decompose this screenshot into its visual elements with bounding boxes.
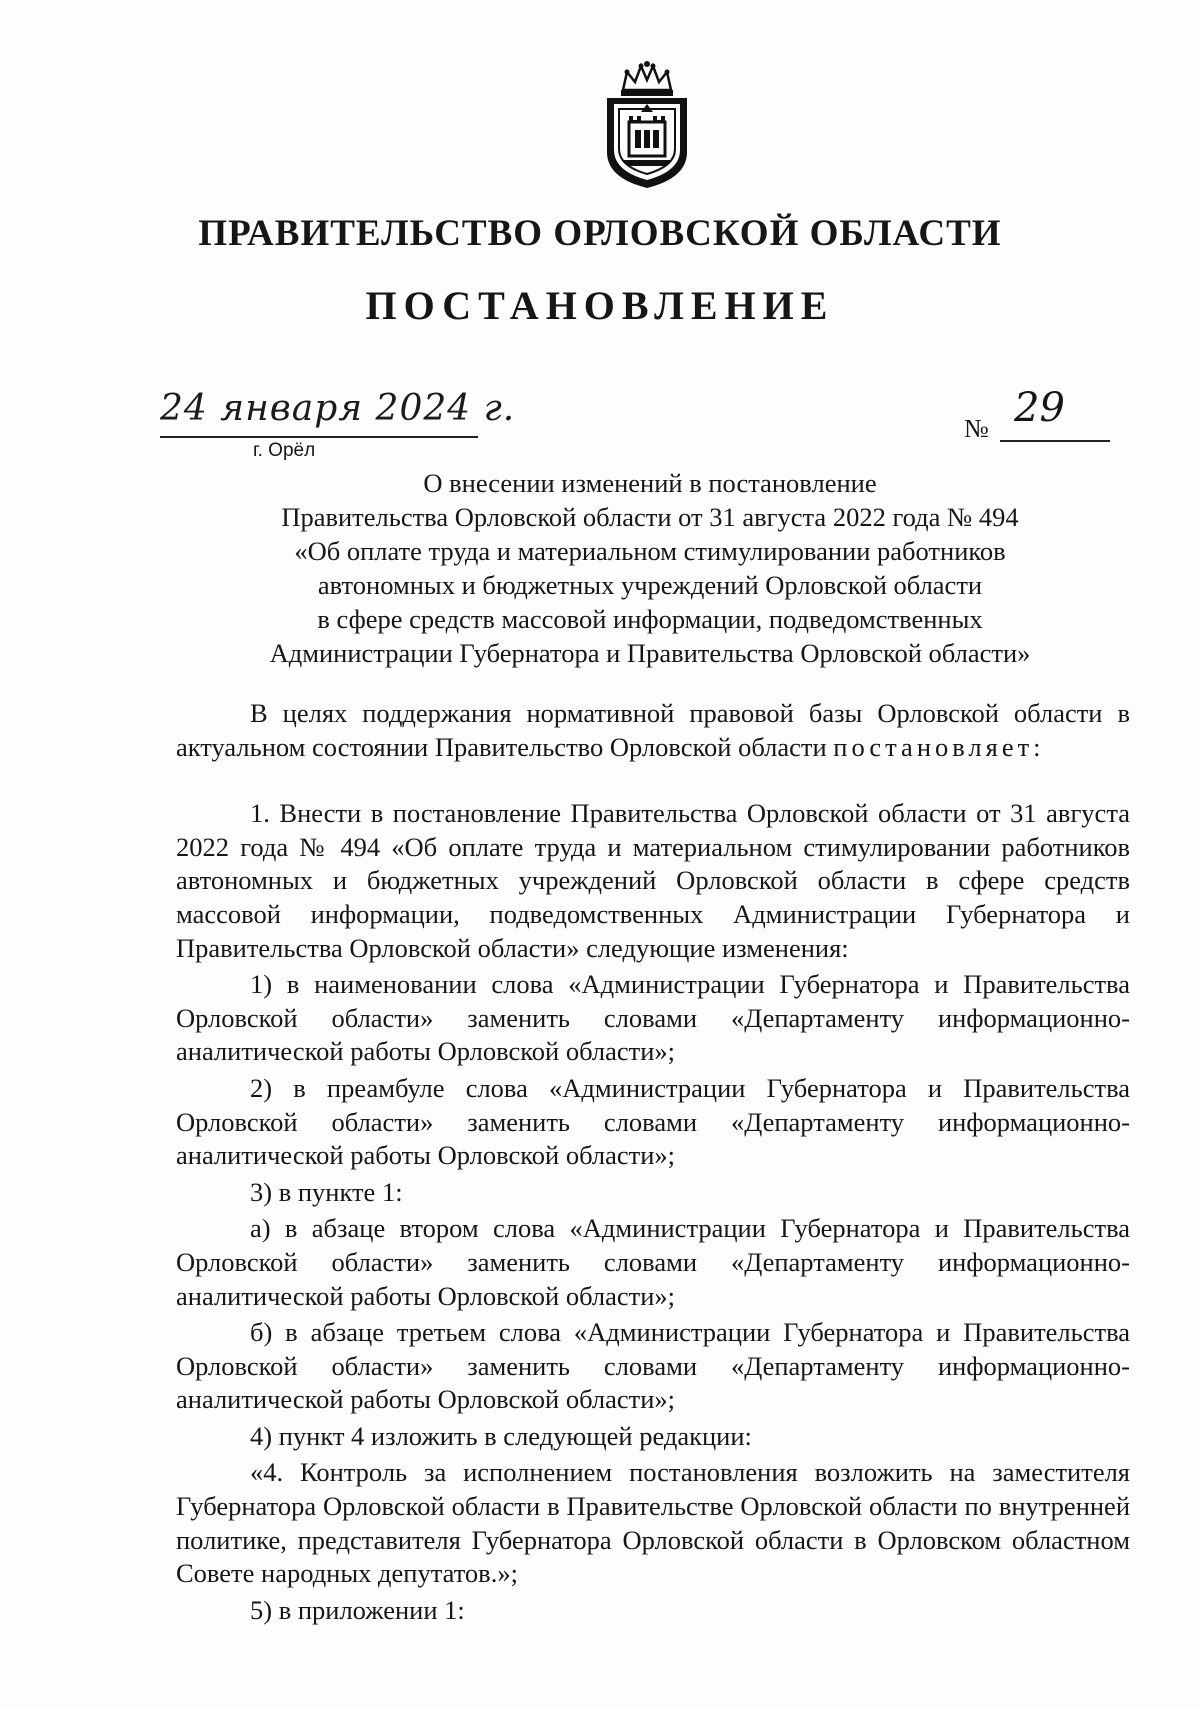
subject-line: О внесении изменений в постановление [423,468,877,498]
clause-paragraph: 2) в преамбуле слова «Администрации Губернатора и Правительства Орловской области» заменить словами «Департаменту информационно-аналитической работы Орловской области»; [176,1072,1130,1171]
clause-paragraph: 3) в пункте 1: [250,1176,403,1207]
subject-line: Администрации Губернатора и Правительства Орловской области» [269,638,1031,668]
number-sign: № [964,414,989,443]
clause-paragraph: 1) в наименовании слова «Администрации Губернатора и Правительства Орловской области» заменить словами «Департаменту информационно-аналитической работы Орловской области»; [176,969,1130,1067]
number-underline [1000,440,1110,442]
preamble-verb: постановляет: [833,731,1045,762]
handwritten-document-number: 29 [1014,385,1065,431]
subject-block [180,466,1120,670]
subject-line: Правительства Орловской области от 31 августа 2022 года № 494 [281,502,1019,532]
subject-line: «Об оплате труда и материальном стимулировании работников [294,536,1006,566]
subject-line: в сфере средств массовой информации, подведомственных [317,604,983,634]
clause-paragraph: 5) в приложении 1: [250,1594,465,1625]
coat-of-arms-emblem [601,60,693,190]
clause-paragraph: 1. Внести в постановление Правительства Орловской области от 31 августа 2022 года № 494 «Об оплате труда и материальном стимулировании работников автономных и бюджетных учреждений Орловской области в сфере средств массовой информации, подведомственных Администрации Губернатора и Правительства Орловской области» следующие изменения: [176,798,1130,963]
preamble-paragraph [176,697,1130,764]
clause-paragraph: 4) пункт 4 изложить в следующей редакции: [250,1420,752,1451]
subject-line: автономных и бюджетных учреждений Орловской области [317,570,983,600]
date-underline [160,436,478,438]
handwritten-date: 24 января 2024 г. [160,388,516,429]
clause-paragraph: б) в абзаце третьем слова «Администрации Губернатора и Правительства Орловской области» заменить словами «Департаменту информационно-аналитической работы Орловской области»; [176,1317,1130,1415]
preamble-text: В целях поддержания нормативной правовой базы Орловской области в актуальном состоянии Правительство Орловской области [176,698,1130,762]
document-body [176,697,1130,1627]
document-type-heading: ПОСТАНОВЛЕНИЕ [365,283,835,328]
organization-title: ПРАВИТЕЛЬСТВО ОРЛОВСКОЙ ОБЛАСТИ [198,213,1002,254]
city-label: г. Орёл [253,440,316,461]
clause-paragraph: «4. Контроль за исполнением постановления возложить на заместителя Губернатора Орловской области в Правительстве Орловской области по внутренней политике, представителя Губернатора Орловской области в Орловском областном Совете народных депутатов.»; [176,1457,1130,1589]
clause-paragraph: а) в абзаце втором слова «Администрации Губернатора и Правительства Орловской области» заменить словами «Департаменту информационно-аналитической работы Орловской области»; [176,1213,1130,1311]
